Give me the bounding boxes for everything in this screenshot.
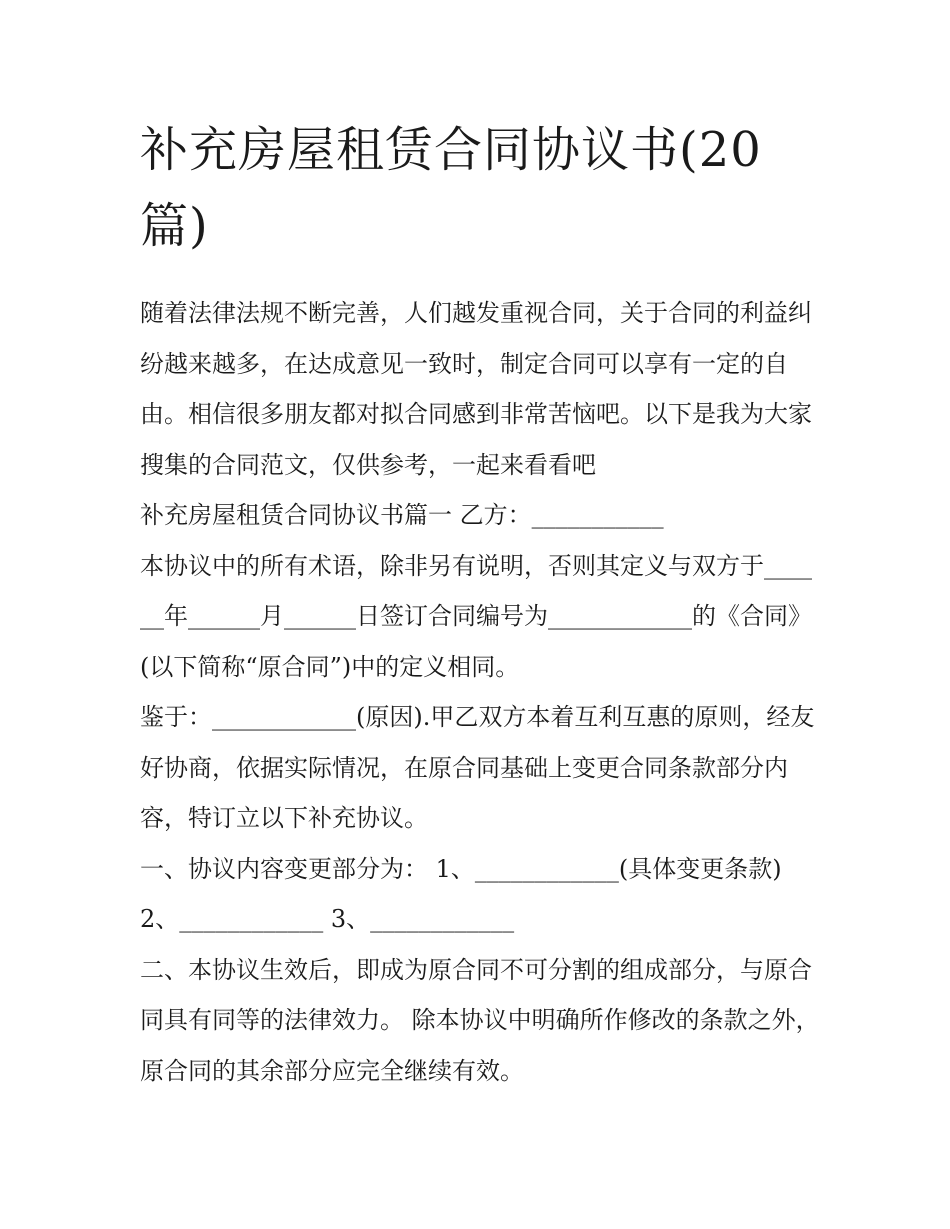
section-heading-party-b: 补充房屋租赁合同协议书篇一 乙方：___________ bbox=[140, 501, 664, 529]
document-body bbox=[140, 288, 820, 1096]
whereas-paragraph: 鉴于：____________(原因).甲乙双方本着互利互惠的原则，经友好协商，依据实际情况，在原合同基础上变更合同条款部分内容，特订立以下补充协议。 bbox=[140, 703, 815, 832]
document-title-line2: 篇) bbox=[140, 198, 209, 254]
document-title bbox=[140, 112, 820, 264]
clause-one-paragraph: 一、协议内容变更部分为： 1、____________(具体变更条款) 2、____________ 3、____________ bbox=[140, 854, 790, 933]
document-title-line1: 补充房屋租赁合同协议书(20 bbox=[140, 122, 762, 178]
intro-paragraph: 随着法律法规不断完善，人们越发重视合同，关于合同的利益纠纷越来越多，在达成意见一致时，制定合同可以享有一定的自由。相信很多朋友都对拟合同感到非常苦恼吧。以下是我为大家搜集的合同范文，仅供参考，一起来看看吧 bbox=[140, 299, 812, 479]
terms-definition-paragraph: 本协议中的所有术语，除非另有说明，否则其定义与双方于______年______月______日签订合同编号为____________的《合同》(以下简称“原合同”)中的定义相同。 bbox=[140, 551, 812, 681]
document-page bbox=[140, 112, 820, 1096]
clause-two-paragraph: 二、本协议生效后，即成为原合同不可分割的组成部分，与原合同具有同等的法律效力。 除本协议中明确所作修改的条款之外，原合同的其余部分应完全继续有效。 bbox=[140, 955, 820, 1085]
